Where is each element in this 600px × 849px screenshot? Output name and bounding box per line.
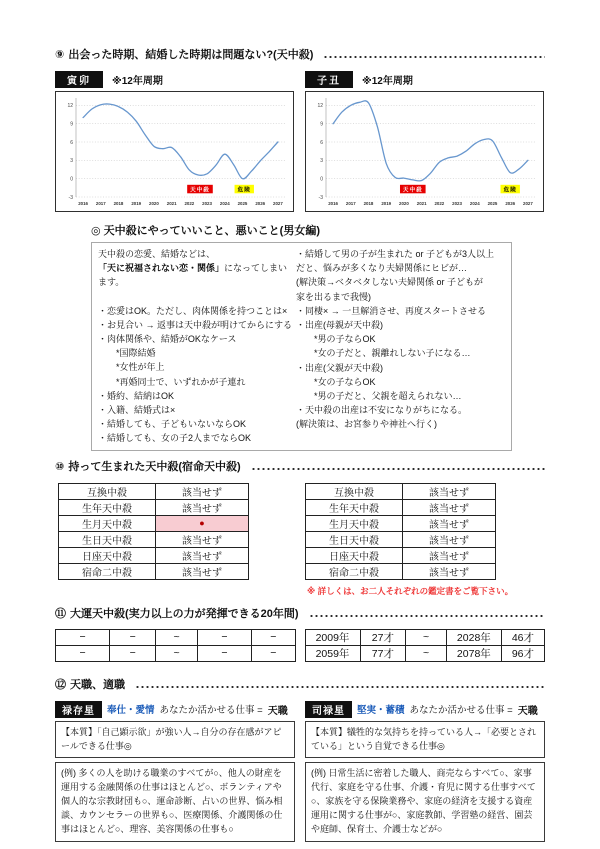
fate-value: 該当せず	[403, 547, 496, 563]
svg-text:6: 6	[320, 139, 323, 146]
table-row	[306, 499, 496, 515]
table-row	[306, 531, 496, 547]
table-row	[59, 547, 249, 563]
star-keyword: 奉仕・愛情	[107, 705, 155, 717]
unki-cell: 2059年	[305, 645, 360, 661]
fate-label: 宿命二中殺	[306, 563, 403, 579]
svg-text:9: 9	[320, 121, 323, 128]
chart-sign-label: 寅卯	[55, 71, 103, 88]
svg-text:2023: 2023	[452, 201, 462, 206]
fate-value: 該当せず	[156, 483, 249, 499]
svg-text:2027: 2027	[273, 201, 283, 206]
section9-title: 出会った時期、結婚した時期は問題ない?(天中殺)	[68, 49, 314, 61]
fate-label: 生月天中殺	[306, 515, 403, 531]
svg-text:2020: 2020	[399, 201, 409, 206]
fate-value: 該当せず	[156, 499, 249, 515]
star-label: 司禄星	[305, 701, 352, 718]
table-row	[306, 483, 496, 499]
fate-label: 生月天中殺	[59, 515, 156, 531]
goodbad-left-column	[98, 247, 296, 446]
chart-period-note: ※12年周期	[112, 76, 163, 87]
kantei-note: ※ 詳しくは、お二人それぞれの鑑定書をご覧下さい。	[307, 585, 514, 596]
chart-panel-neushi	[305, 71, 545, 212]
unki-table-person1	[55, 629, 296, 662]
fate-value: 該当せず	[156, 531, 249, 547]
unki-cell: 2078年	[446, 645, 501, 661]
svg-text:天中殺: 天中殺	[402, 187, 423, 194]
fate-value-hit: ●	[156, 515, 249, 531]
section12-title: 天職、適職	[70, 678, 125, 691]
unki-cell: 27才	[360, 629, 406, 645]
job-essence: 【本質】「自己顕示欲」が強い人→自分の存在感がアピールできる仕事◎	[55, 721, 295, 758]
job-header	[55, 701, 295, 718]
unki-cell: −	[56, 629, 110, 645]
section10	[55, 460, 545, 597]
section11-title: 大運天中殺(実力以上の力が発揮できる20年間)	[70, 607, 299, 620]
dotted-rule	[323, 55, 545, 59]
goodbad-intro	[98, 247, 296, 290]
goodbad-intro-bold: 「天に祝福されない恋・関係」	[98, 263, 225, 274]
job-column-shiroku	[305, 701, 545, 846]
svg-text:2016: 2016	[328, 201, 338, 206]
chart-caption	[55, 71, 295, 88]
unki-cell: ~	[406, 629, 447, 645]
svg-text:6: 6	[70, 139, 73, 146]
fate-table-person1	[58, 483, 249, 580]
section9-number: ⑨	[55, 49, 65, 61]
svg-text:天中殺: 天中殺	[190, 187, 210, 194]
section10-number: ⑩	[55, 460, 65, 473]
svg-text:2022: 2022	[184, 201, 195, 206]
fate-label: 日座天中殺	[59, 547, 156, 563]
section12-number: ⑫	[55, 678, 66, 691]
goodbad-intro-line1: 天中殺の恋愛、結婚などは、	[98, 249, 216, 259]
unki-cell: 46才	[501, 629, 544, 645]
chart-caption	[305, 71, 545, 88]
goodbad-right-column: ・結婚して男の子が生まれた or 子どもが3人以上 だと、悩みが多くなり夫婦関係にヒビが… (解決策→ベタベタしない夫婦関係 or 子どもが 家を出るまで我慢) ・同棲× → 一旦解消させ、再度スタートさせる ・出産(母親が天中殺) *男の子ならOK *女の子だと、親離れしない子になる… ・出産(父親が天中殺) *女の子ならOK *男の子だと、父親を超えられない… ・天中殺の出産は不安になりがちになる。 (解決策は、お宮参りや神社へ行く)	[296, 249, 495, 430]
table-row	[59, 515, 249, 531]
svg-text:2026: 2026	[255, 201, 266, 206]
svg-text:2024: 2024	[469, 201, 480, 206]
fate-value: 該当せず	[403, 515, 496, 531]
fate-value: 該当せず	[403, 499, 496, 515]
table-row	[305, 629, 545, 645]
section11	[55, 607, 545, 662]
unki-cell: −	[56, 645, 110, 661]
job-essence: 【本質】犠牲的な気持ちを持っている人→「必要とされている」という自覚できる仕事◎	[305, 721, 545, 758]
chart-period-note: ※12年周期	[362, 76, 413, 87]
svg-text:2025: 2025	[487, 201, 498, 206]
fate-label: 互換中殺	[59, 483, 156, 499]
unki-cell: 96才	[501, 645, 544, 661]
svg-text:3: 3	[320, 158, 323, 165]
unki-cell: −	[252, 629, 295, 645]
chart-sign-label: 子丑	[305, 71, 353, 88]
job-subtitle: あなたか活かせる仕事 =	[409, 705, 513, 717]
fate-tables	[58, 483, 545, 580]
section11-header	[55, 607, 545, 621]
chart-box	[55, 91, 294, 212]
svg-text:2025: 2025	[237, 201, 248, 206]
unki-tables	[55, 629, 545, 662]
fate-label: 生年天中殺	[59, 499, 156, 515]
unki-cell: −	[252, 645, 295, 661]
goodbad-intro-after: になってしまいます。	[98, 263, 288, 288]
unki-table-person2	[305, 629, 546, 662]
unki-cell: 2009年	[305, 629, 360, 645]
chart-box	[305, 91, 544, 212]
job-subtitle-bold: 天職	[517, 705, 538, 717]
svg-text:2019: 2019	[381, 201, 392, 206]
job-subtitle-bold: 天職	[267, 705, 288, 717]
table-row	[305, 645, 545, 661]
svg-text:2022: 2022	[434, 201, 445, 206]
table-row	[306, 547, 496, 563]
fate-value: 該当せず	[403, 531, 496, 547]
svg-text:2016: 2016	[78, 201, 88, 206]
section10-header	[55, 460, 545, 474]
fate-label: 宿命二中殺	[59, 563, 156, 579]
unki-cell: −	[110, 645, 156, 661]
charts-row	[55, 71, 545, 212]
svg-text:12: 12	[317, 103, 323, 110]
unki-cell: ~	[156, 629, 198, 645]
svg-text:2026: 2026	[505, 201, 516, 206]
dotted-rule	[309, 614, 545, 618]
table-row	[59, 531, 249, 547]
svg-text:2018: 2018	[113, 201, 124, 206]
section12	[55, 678, 545, 846]
job-header	[305, 701, 545, 718]
unki-cell: −	[197, 645, 251, 661]
section11-number: ⑪	[55, 607, 66, 620]
unki-cell: 2028年	[446, 629, 501, 645]
job-subtitle: あなたか活かせる仕事 =	[159, 705, 263, 717]
table-row	[59, 483, 249, 499]
svg-text:2024: 2024	[219, 201, 230, 206]
table-row	[56, 645, 296, 661]
svg-text:9: 9	[70, 121, 73, 128]
svg-text:0: 0	[320, 176, 323, 183]
table-row	[59, 563, 249, 579]
fate-label: 日座天中殺	[306, 547, 403, 563]
dotted-rule	[251, 467, 545, 471]
unki-cell: ~	[406, 645, 447, 661]
svg-text:危険: 危険	[503, 187, 517, 194]
svg-text:2021: 2021	[416, 201, 427, 206]
svg-text:2017: 2017	[345, 201, 356, 206]
svg-text:2018: 2018	[363, 201, 374, 206]
line-chart-torau	[56, 92, 293, 211]
svg-text:2023: 2023	[202, 201, 212, 206]
table-row	[306, 515, 496, 531]
fate-value: 該当せず	[403, 483, 496, 499]
fate-value: 該当せず	[156, 547, 249, 563]
section10-title: 持って生まれた天中殺(宿命天中殺)	[68, 460, 241, 473]
svg-text:2021: 2021	[166, 201, 177, 206]
unki-cell: −	[110, 629, 156, 645]
svg-text:-3: -3	[318, 194, 323, 201]
line-chart-neushi	[306, 92, 543, 211]
fate-label: 互換中殺	[306, 483, 403, 499]
svg-text:2020: 2020	[149, 201, 159, 206]
fate-label: 生日天中殺	[306, 531, 403, 547]
table-row	[306, 563, 496, 579]
section12-header	[55, 678, 545, 692]
fate-label: 生日天中殺	[59, 531, 156, 547]
section9-header	[55, 48, 545, 62]
jobs-row	[55, 701, 545, 846]
svg-text:12: 12	[67, 103, 73, 110]
table-row	[59, 499, 249, 515]
job-examples: (例) 多くの人を助ける職業のすべてが○、他人の財産を運用する金融関係の仕事はほとんど○、ボランティアや個人的な宗教財団も○、運命診断、占いの世界、悩み相談、カウンセラーの世界も○、医療関係、介護関係の仕事はほとんど○、理容、美容関係の仕事も○	[55, 762, 295, 842]
goodbad-heading: ◎ 天中殺にやっていいこと、悪いこと(男女編)	[91, 225, 320, 237]
unki-cell: ~	[156, 645, 198, 661]
fate-table-person2	[305, 483, 496, 580]
job-examples: (例) 日常生活に密着した職人、商売ならすべて○、家事代行、家庭を守る仕事、介護・育児に関する仕事すべて○、家族を守る保険業務や、家庭の経済を支援する資産運用に関する仕事が○、家庭教師、学習塾の経営、園芸や庭師、保育士、介護士などが○	[305, 762, 545, 842]
goodbad-left-items: ・恋愛はOK。ただし、肉体関係を持つことは× ・お見合い → 返事は天中殺が明けてからにする ・肉体関係や、結婚がOKなケース *国際結婚 *女性が年上 *再婚同士で、いずれかが子連れ ・婚約、結納はOK ・入籍、結婚式は× ・結婚しても、子どもいないならOK ・結婚しても、女の子2人までならOK	[98, 305, 293, 444]
fate-label: 生年天中殺	[306, 499, 403, 515]
job-column-rokuzon	[55, 701, 295, 846]
svg-text:2019: 2019	[131, 201, 142, 206]
unki-cell: 77才	[360, 645, 406, 661]
star-keyword: 堅実・蓄積	[357, 705, 405, 717]
svg-text:2027: 2027	[523, 201, 533, 206]
table-row	[56, 629, 296, 645]
fate-value: 該当せず	[403, 563, 496, 579]
dotted-rule	[135, 685, 545, 689]
svg-text:3: 3	[70, 158, 73, 165]
svg-text:0: 0	[70, 176, 73, 183]
star-label: 禄存星	[55, 701, 102, 718]
svg-text:2017: 2017	[95, 201, 106, 206]
chart-panel-torau	[55, 71, 295, 212]
goodbad-box	[91, 242, 512, 451]
svg-text:-3: -3	[68, 194, 73, 201]
unki-cell: −	[197, 629, 251, 645]
svg-text:危険: 危険	[237, 187, 251, 194]
fate-value: 該当せず	[156, 563, 249, 579]
